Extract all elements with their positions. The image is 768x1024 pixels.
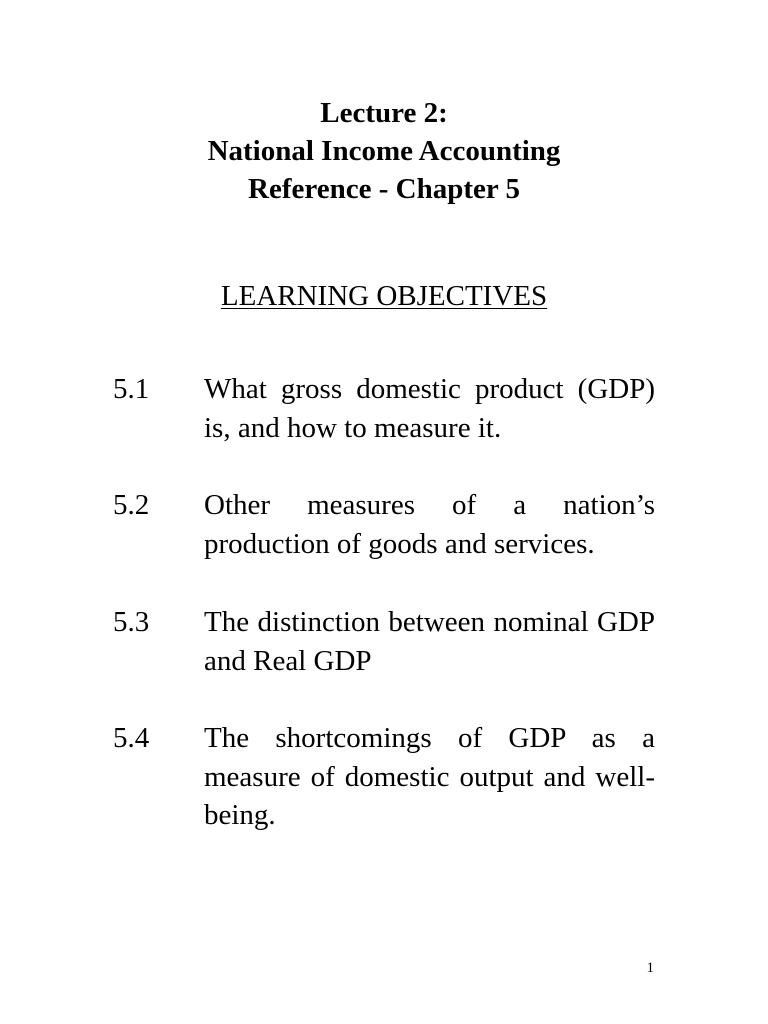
lecture-title <box>0 94 768 208</box>
objective-item <box>113 370 655 447</box>
section-heading <box>0 278 768 314</box>
objective-text: The shortcomings of GDP as a measure of domestic output and well-being. <box>204 722 655 831</box>
section-heading-text: LEARNING OBJECTIVES <box>220 280 548 312</box>
page-number: 1 <box>646 960 654 976</box>
objective-number: 5.2 <box>113 489 150 521</box>
objective-number: 5.3 <box>113 606 150 638</box>
objective-item <box>113 719 655 835</box>
title-line-reference: Reference - Chapter 5 <box>248 173 520 205</box>
objective-text: What gross domestic product (GDP) is, and how to measure it. <box>204 373 655 444</box>
objective-item <box>113 486 655 563</box>
objective-text: The distinction between nominal GDP and Real GDP <box>204 606 655 677</box>
objective-number: 5.4 <box>113 722 150 754</box>
objective-number: 5.1 <box>113 373 150 405</box>
title-line-topic: National Income Accounting <box>207 135 561 167</box>
title-line-lecture: Lecture 2: <box>320 97 448 129</box>
objective-text: Other measures of a nation’s production of goods and services. <box>204 489 655 560</box>
objective-item <box>113 603 655 680</box>
